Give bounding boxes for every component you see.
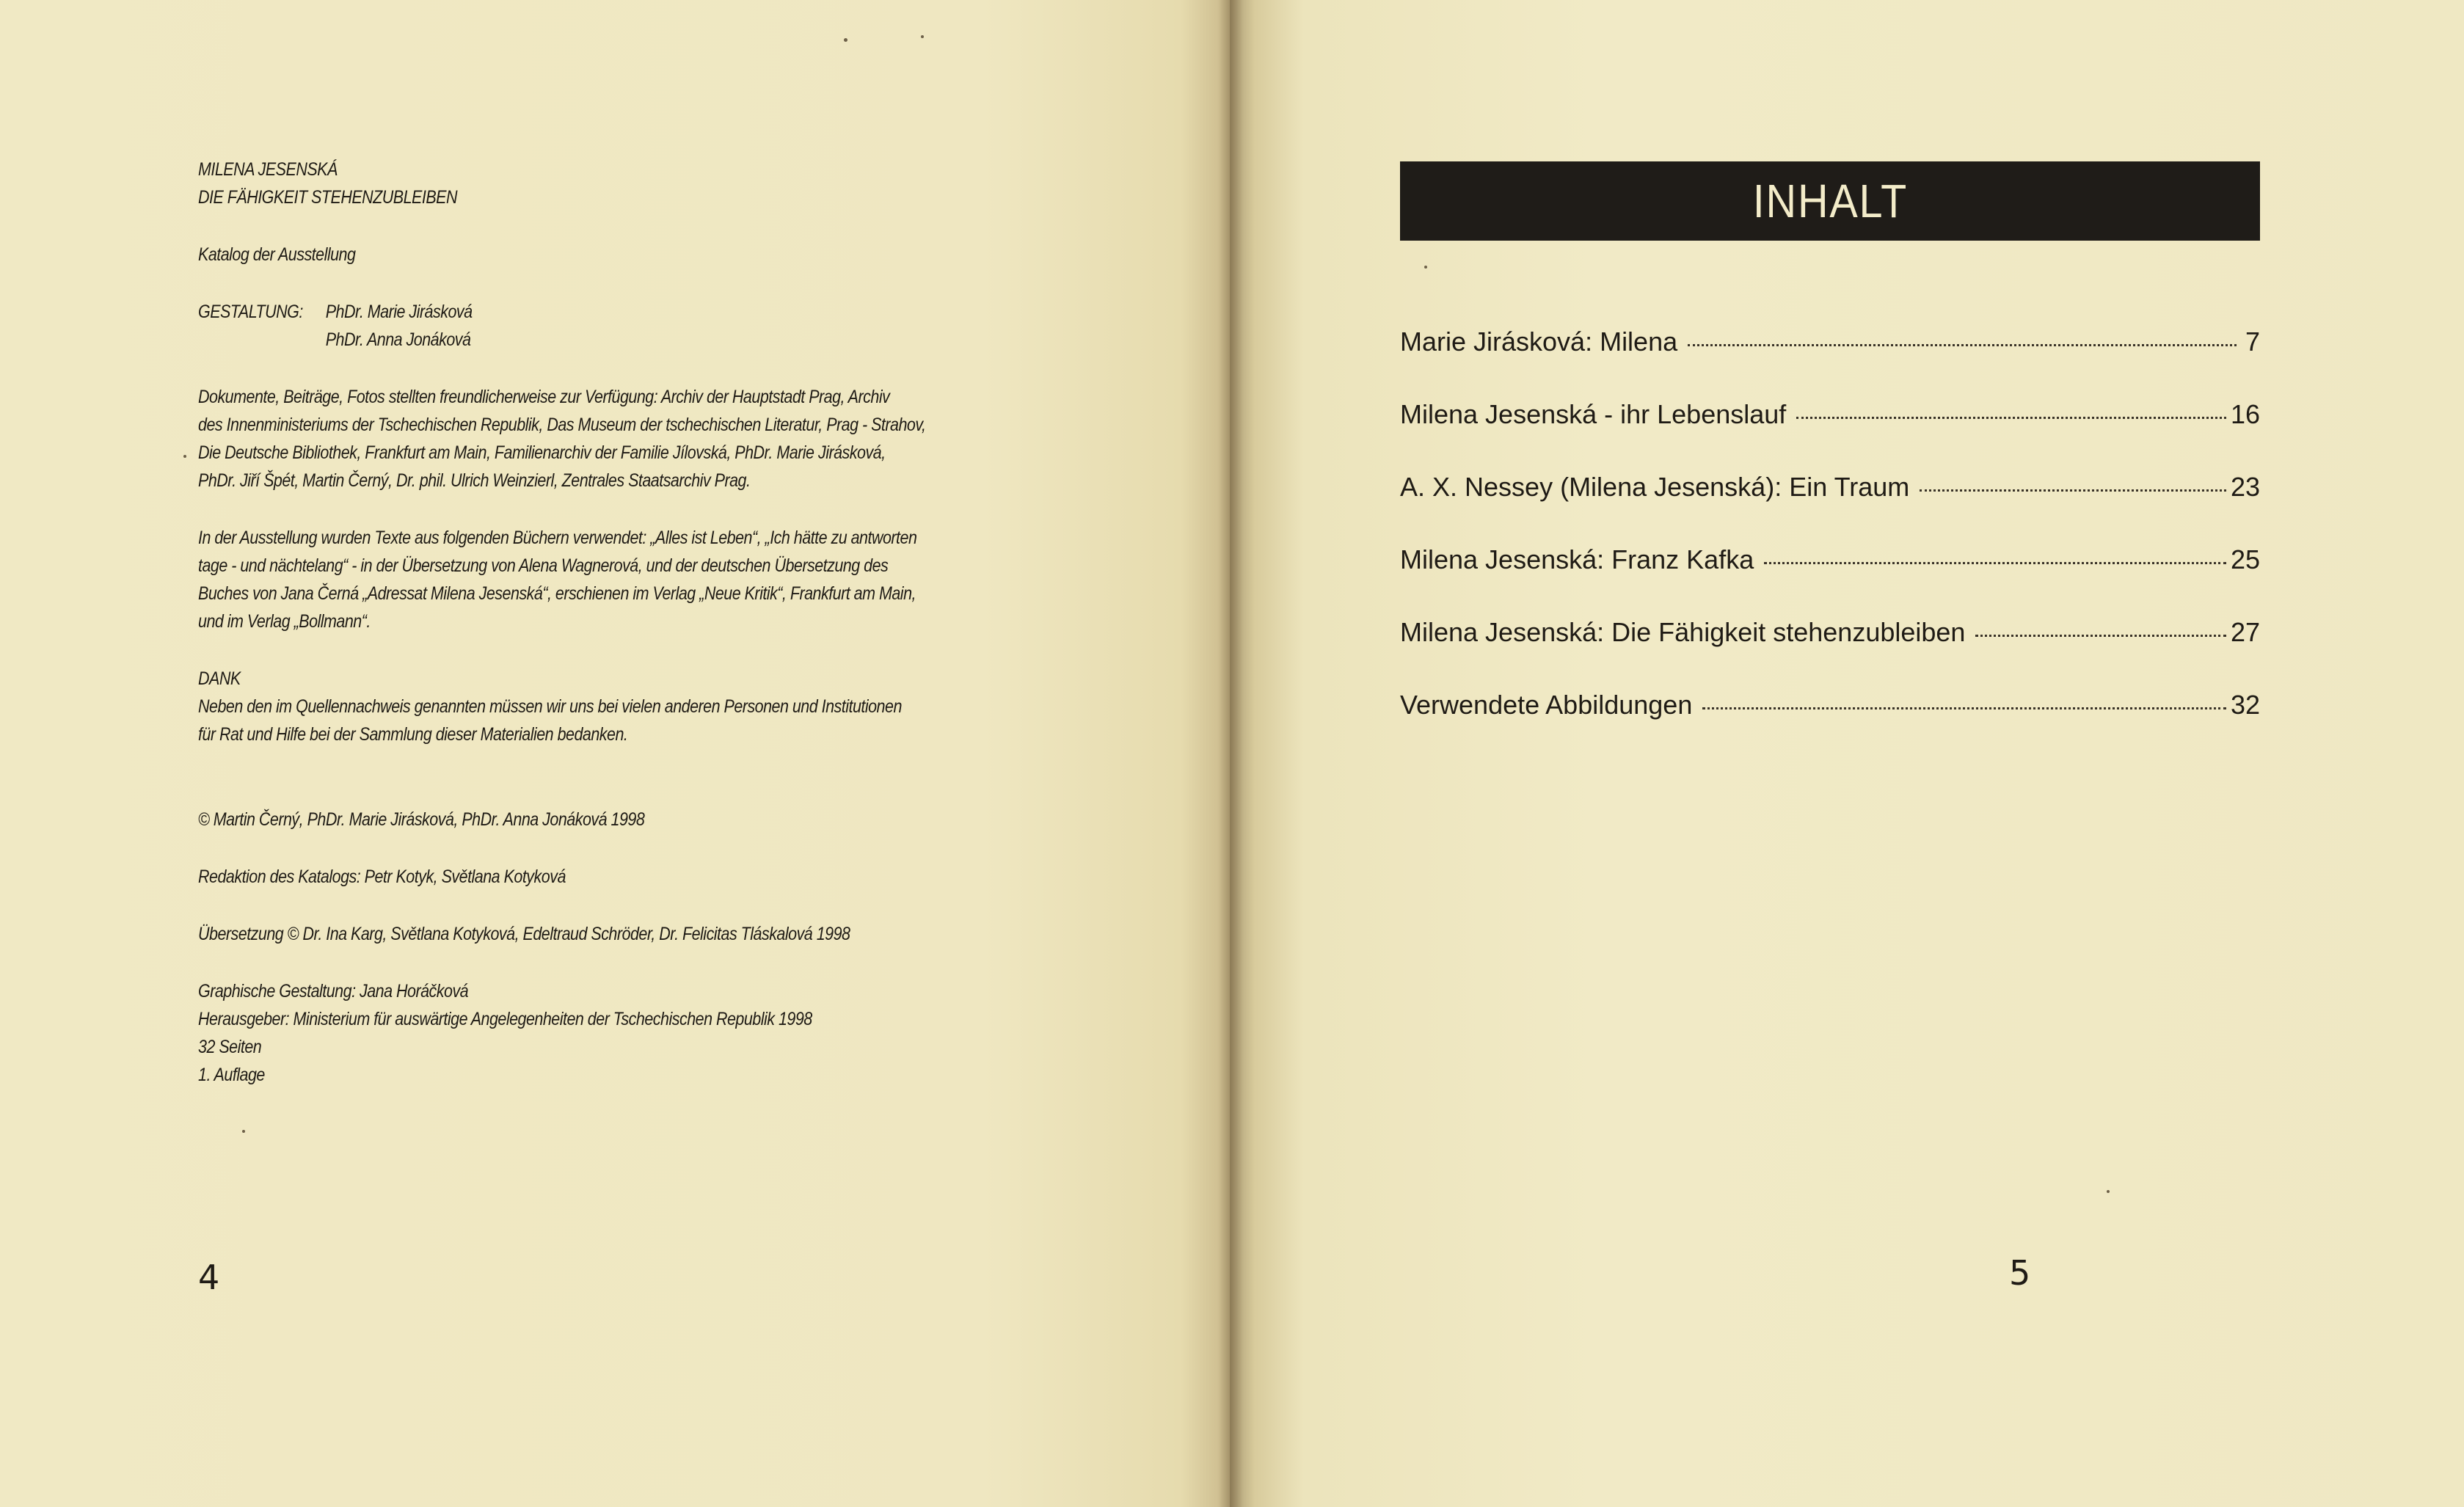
- toc-entry: [1400, 690, 2260, 762]
- text-line: Die Deutsche Bibliothek, Frankfurt am Main, Familienarchiv der Familie Jílovská, PhDr. Marie Jirásková,: [198, 442, 886, 463]
- paper-speck: [183, 455, 186, 458]
- toc-entry-title: Verwendete Abbildungen: [1400, 690, 1693, 720]
- dot-leader: [1796, 417, 2226, 419]
- text-line: tage - und nächtelang“ - in der Übersetzung von Alena Wagnerová, und der deutschen Übersetzung des: [198, 555, 889, 576]
- paper-speck: [921, 35, 924, 38]
- toc-entry-title: Milena Jesenská: Franz Kafka: [1400, 544, 1754, 574]
- paper-speck: [2107, 1190, 2110, 1193]
- subtitle-line: DIE FÄHIGKEIT STEHENZUBLEIBEN: [198, 187, 458, 208]
- toc-entry-title: Milena Jesenská - ihr Lebenslauf: [1400, 399, 1787, 429]
- text-line: Buches von Jana Černá „Adressat Milena Jesenská“, erschienen im Verlag „Neue Kritik“, Frankfurt am Main,: [198, 583, 916, 604]
- dot-leader: [1764, 562, 2226, 564]
- text-line: 1. Auflage: [198, 1065, 265, 1085]
- toc-entry: [1400, 617, 2260, 690]
- design-label: GESTALTUNG:: [198, 302, 303, 322]
- design-credits: [198, 298, 943, 354]
- toc-entry-title: A. X. Nessey (Milena Jesenská): Ein Traum: [1400, 472, 1910, 502]
- dot-leader: [1975, 635, 2226, 637]
- designer-name: PhDr. Marie Jirásková: [325, 302, 473, 322]
- catalog-title: [198, 156, 943, 211]
- right-page: [1230, 0, 2464, 1507]
- sources-paragraph: [198, 383, 943, 495]
- designer-name: PhDr. Anna Jonáková: [325, 329, 471, 350]
- contents-heading: INHALT: [1752, 175, 1908, 227]
- thanks-heading: DANK: [198, 668, 241, 689]
- text-line: für Rat und Hilfe bei der Sammlung dieser Materialien bedanken.: [198, 724, 628, 745]
- copyright-line: © Martin Černý, PhDr. Marie Jirásková, PhDr. Anna Jonáková 1998: [198, 809, 645, 830]
- dot-leader: [1702, 707, 2226, 709]
- toc-entry-page: 16: [2230, 399, 2260, 429]
- title-line: MILENA JESENSKÁ: [198, 159, 338, 180]
- toc-entry-page: 23: [2230, 472, 2260, 502]
- table-of-contents: [1400, 326, 2260, 762]
- toc-entry-page: 7: [2245, 326, 2260, 357]
- toc-entry-title: Milena Jesenská: Die Fähigkeit stehenzubleiben: [1400, 617, 1966, 647]
- toc-entry: [1400, 399, 2260, 472]
- texts-paragraph: [198, 524, 943, 635]
- text-line: PhDr. Jiří Špét, Martin Černý, Dr. phil. Ulrich Weinzierl, Zentrales Staatsarchiv Prag.: [198, 470, 751, 491]
- toc-entry: [1400, 544, 2260, 617]
- colophon: [198, 977, 943, 1089]
- text-line: 32 Seiten: [198, 1037, 262, 1057]
- toc-entry: [1400, 326, 2260, 399]
- book-gutter: [1218, 0, 1243, 1507]
- toc-entry-page: 32: [2230, 690, 2260, 720]
- dot-leader: [1688, 344, 2237, 346]
- text-line: In der Ausstellung wurden Texte aus folgenden Büchern verwendet: „Alles ist Leben“, „Ich hätte zu antworten: [198, 528, 917, 548]
- page-number-left: 4: [198, 1258, 220, 1297]
- toc-entry-page: 27: [2230, 617, 2260, 647]
- paper-speck: [1424, 266, 1427, 269]
- text-line: Graphische Gestaltung: Jana Horáčková: [198, 981, 469, 1001]
- translation-line: Übersetzung © Dr. Ina Karg, Světlana Kotyková, Edeltraud Schröder, Dr. Felicitas Tláskalová 1998: [198, 924, 850, 944]
- page-number-right: 5: [2009, 1253, 2031, 1293]
- text-line: Neben den im Quellennachweis genannten müssen wir uns bei vielen anderen Personen und Institutionen: [198, 696, 902, 717]
- catalog-label: Katalog der Ausstellung: [198, 244, 356, 265]
- editors-line: Redaktion des Katalogs: Petr Kotyk, Světlana Kotyková: [198, 866, 566, 887]
- thanks-section: [198, 665, 943, 748]
- text-line: Dokumente, Beiträge, Fotos stellten freundlicherweise zur Verfügung: Archiv der Hauptstadt Prag, Archiv: [198, 387, 890, 407]
- contents-header-bar: [1400, 161, 2260, 241]
- paper-speck: [242, 1130, 245, 1133]
- toc-entry: [1400, 472, 2260, 544]
- toc-entry-page: 25: [2230, 544, 2260, 574]
- text-line: des Innenministeriums der Tschechischen Republik, Das Museum der tschechischen Literatur, Prag - Strahov,: [198, 415, 926, 435]
- imprint: [198, 156, 943, 1089]
- text-line: Herausgeber: Ministerium für auswärtige Angelegenheiten der Tschechischen Republik 1998: [198, 1009, 812, 1029]
- toc-entry-title: Marie Jirásková: Milena: [1400, 326, 1678, 357]
- text-line: und im Verlag „Bollmann“.: [198, 611, 371, 632]
- dot-leader: [1920, 489, 2226, 492]
- left-page: [0, 0, 1230, 1507]
- paper-speck: [844, 38, 848, 42]
